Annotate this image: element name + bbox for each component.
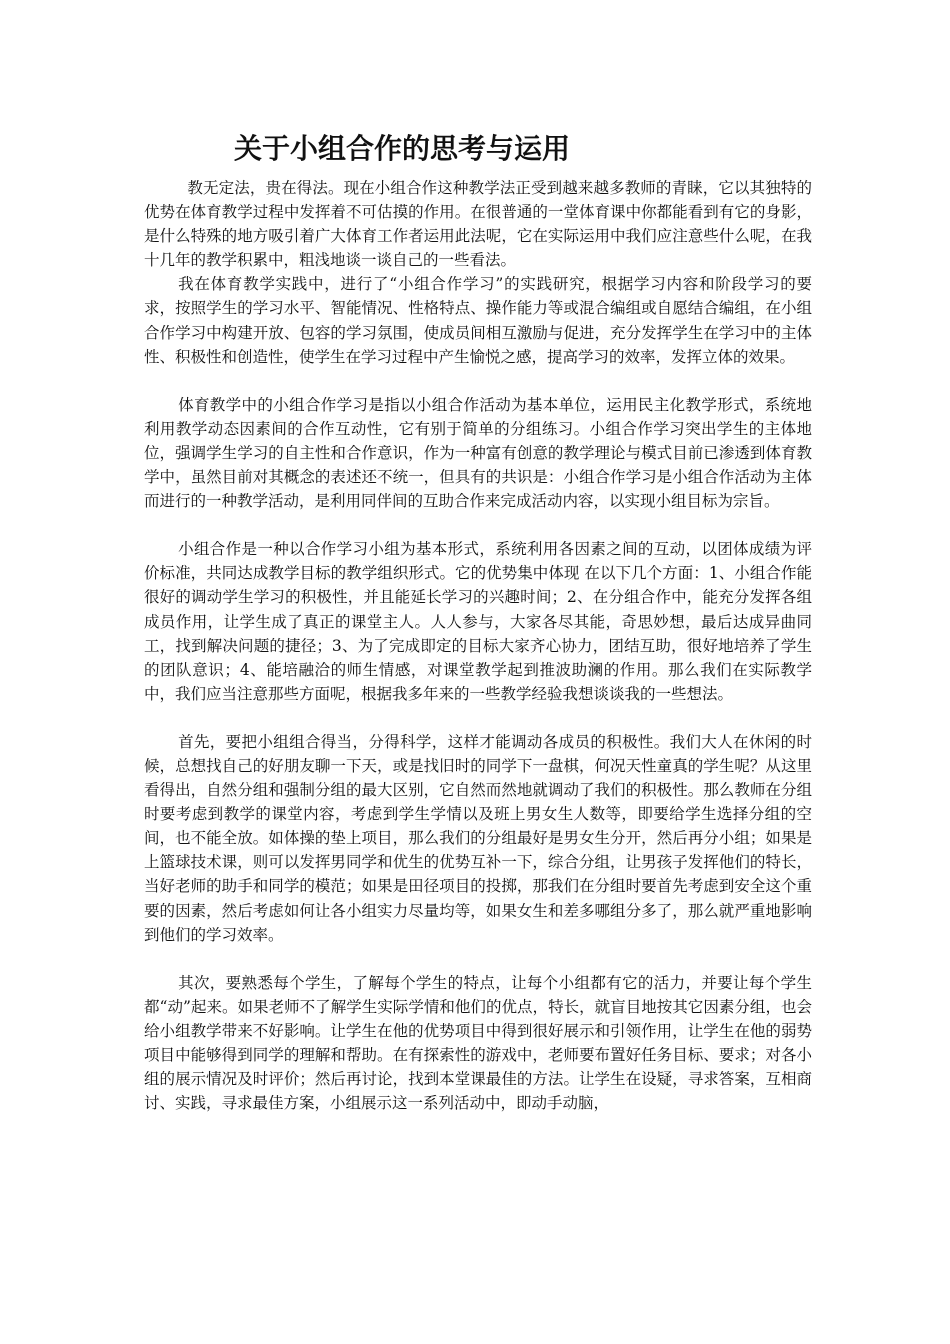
document-title: 关于小组合作的思考与运用	[234, 132, 571, 165]
paragraph-spacer	[144, 369, 812, 393]
paragraph-grouping: 首先，要把小组组合得当，分得科学，这样才能调动各成员的积极性。我们大人在休闲的时候，总想找自己的好朋友聊一下天，或是找旧时的同学下一盘棋，何况天性童真的学生呢？从这里看得出，自然分组和强制分组的最大区别，它自然而然地就调动了我们的积极性。那么教师在分组时要考虑到教学的课堂内容，考虑到学生学情以及班上男女生人数等，即要给学生选择分组的空间，也不能全放。如体操的垫上项目，那么我们的分组最好是男女生分开，然后再分小组；如果是上篮球技术课，则可以发挥男同学和优生的优势互补一下，综合分组，让男孩子发挥他们的特长，当好老师的助手和同学的模范；如果是田径项目的投掷，那我们在分组时要首先考虑到安全这个重要的因素，然后考虑如何让各小组实力尽量均等，如果女生和差多哪组分多了，那么就严重地影响到他们的学习效率。	[144, 732, 812, 944]
paragraph-students: 其次，要熟悉每个学生，了解每个学生的特点，让每个小组都有它的活力，并要让每个学生都“动”起来。如果老师不了解学生实际学情和他们的优点，特长，就盲目地按其它因素分组，也会给小组教学带来不好影响。让学生在他的优势项目中得到很好展示和引领作用，让学生在他的弱势项目中能够得到同学的理解和帮助。在有探索性的游戏中，老师要布置好任务目标、要求；对各小组的展示情况及时评价；然后再讨论，找到本堂课最佳的方法。让学生在设疑，寻求答案，互相商讨、实践，寻求最佳方案，小组展示这一系列活动中，即动手动脑，	[144, 973, 812, 1113]
paragraph-intro: 教无定法，贵在得法。现在小组合作这种教学法正受到越来越多教师的青睐，它以其独特的优势在体育教学过程中发挥着不可估摸的作用。在很普通的一堂体育课中你都能看到有它的身影，是什么特殊的地方吸引着广大体育工作者运用此法呢，它在实际运用中我们应注意些什么呢，在我十几年的教学积累中，粗浅地谈一谈自己的一些看法。	[144, 179, 812, 270]
paragraph-spacer	[144, 947, 812, 971]
document-body	[144, 176, 812, 1115]
paragraph-definition: 体育教学中的小组合作学习是指以小组合作活动为基本单位，运用民主化教学形式，系统地利用教学动态因素间的合作互动性，它有别于简单的分组练习。小组合作学习突出学生的主体地位，强调学生学习的自主性和合作意识，作为一种富有创意的教学理论与模式目前已渗透到体育教学中，虽然目前对其概念的表述还不统一，但具有的共识是：小组合作学习是小组合作活动为主体而进行的一种教学活动，是利用同伴间的互助合作来完成活动内容，以实现小组目标为宗旨。	[144, 395, 812, 511]
paragraph-advantages: 小组合作是一种以合作学习小组为基本形式，系统利用各因素之间的互动，以团体成绩为评价标准，共同达成教学目标的教学组织形式。它的优势集中体现 在以下几个方面：1、小组合作能很好的调动学生学习的积极性，并且能延长学习的兴趣时间；2、在分组合作中，能充分发挥各组成员作用，让学生成了真正的课堂主人。人人参与，大家各尽其能，奇思妙想，最后达成异曲同工，找到解决问题的捷径；3、为了完成即定的目标大家齐心协力，团结互助，很好地培养了学生的团队意识；4、能培融洽的师生情感，对课堂教学起到推波助澜的作用。那么我们在实际教学中，我们应当注意那些方面呢，根据我多年来的一些教学经验我想谈谈我的一些想法。	[144, 540, 812, 703]
paragraph-practice: 我在体育教学实践中，进行了“小组合作学习”的实践研究，根据学习内容和阶段学习的要求，按照学生的学习水平、智能情况、性格特点、操作能力等或混合编组或自愿结合编组，在小组合作学习中构建开放、包容的学习氛围，使成员间相互激励与促进，充分发挥学生在学习中的主体性、积极性和创造性，使学生在学习过程中产生愉悦之感，提高学习的效率，发挥立体的效果。	[144, 275, 812, 366]
paragraph-spacer	[144, 706, 812, 730]
paragraph-spacer	[144, 513, 812, 537]
